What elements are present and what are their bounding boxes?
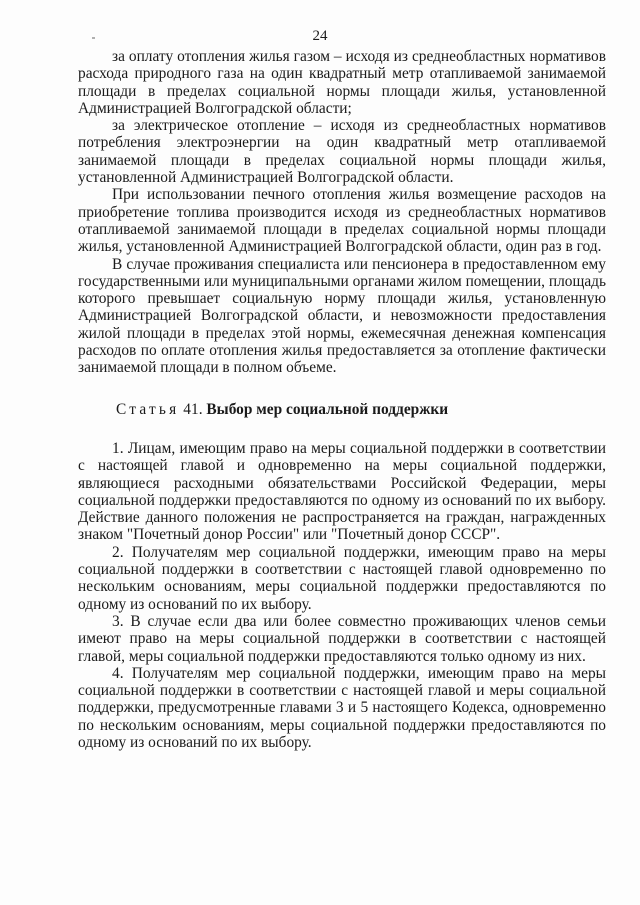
article-heading (78, 401, 606, 418)
article-title: Выбор мер социальной поддержки (206, 400, 449, 418)
scan-mark (92, 37, 95, 39)
paragraph-stove-heating: При использовании печного отопления жилья возмещение расходов на приобретение топлива производится исходя из среднеобластных нормативов отапливаемой занимаемой площади в пределах социальной нормы площади жилья, установленной Администрацией Волгоградской области, один раз в год. (78, 186, 606, 256)
paragraph-item-1: 1. Лицам, имеющим право на меры социальной поддержки в соответствии с настоящей главой и одновременно на меры социальной поддержки, являющиеся расходными обязательствами Российской Федерации, меры социальной поддержки предоставляются по одному из оснований по их выбору. Действие данного положения не распространяется на граждан, награжденных знаком "Почетный донор России" или "Почетный донор СССР". (78, 439, 606, 544)
article-word: Статья (116, 400, 180, 418)
paragraph-gas-heating: за оплату отопления жилья газом – исходя из среднеобластных нормативов расхода природного газа на один квадратный метр отапливаемой занимаемой площади в пределах социальной нормы площади жилья, установленной Администрацией Волгоградской области; (78, 48, 606, 117)
paragraph-electric-heating: за электрическое отопление – исходя из среднеобластных нормативов потребления электроэнергии на один квадратный метр отапливаемой занимаемой площади в пределах социальной нормы площади жилья, установленной Администрацией Волгоградской области. (78, 117, 606, 187)
page-number: 24 (312, 28, 328, 44)
document-body (78, 48, 606, 751)
paragraph-item-2: 2. Получателям мер социальной поддержки, имеющим право на меры социальной поддержки в соответствии с настоящей главой одновременно по нескольким основаниям, меры социальной поддержки предоставляются по одному из оснований по их выбору. (78, 543, 606, 613)
article-number: 41. (183, 400, 203, 418)
paragraph-item-3: 3. В случае если два или более совместно проживающих членов семьи имеют право на меры социальной поддержки в соответствии с настоящей главой, меры социальной поддержки предоставляются только одному из них. (78, 612, 606, 665)
paragraph-item-4: 4. Получателям мер социальной поддержки, имеющим право на меры социальной поддержки в соответствии с настоящей главой и меры социальной поддержки, предусмотренные главами 3 и 5 настоящего Кодекса, одновременно по нескольким основаниям, меры социальной поддержки предоставляются по одному из оснований по их выбору. (78, 664, 606, 751)
paragraph-housing-excess: В случае проживания специалиста или пенсионера в предоставленном ему государственными или муниципальными органами жилом помещении, площадь которого превышает социальную норму площади жилья, установленную Администрацией Волгоградской области, и невозможности предоставления жилой площади в пределах этой нормы, ежемесячная денежная компенсация расходов по оплате отопления жилья предоставляется за отопление фактически занимаемой площади в полном объеме. (78, 255, 607, 377)
